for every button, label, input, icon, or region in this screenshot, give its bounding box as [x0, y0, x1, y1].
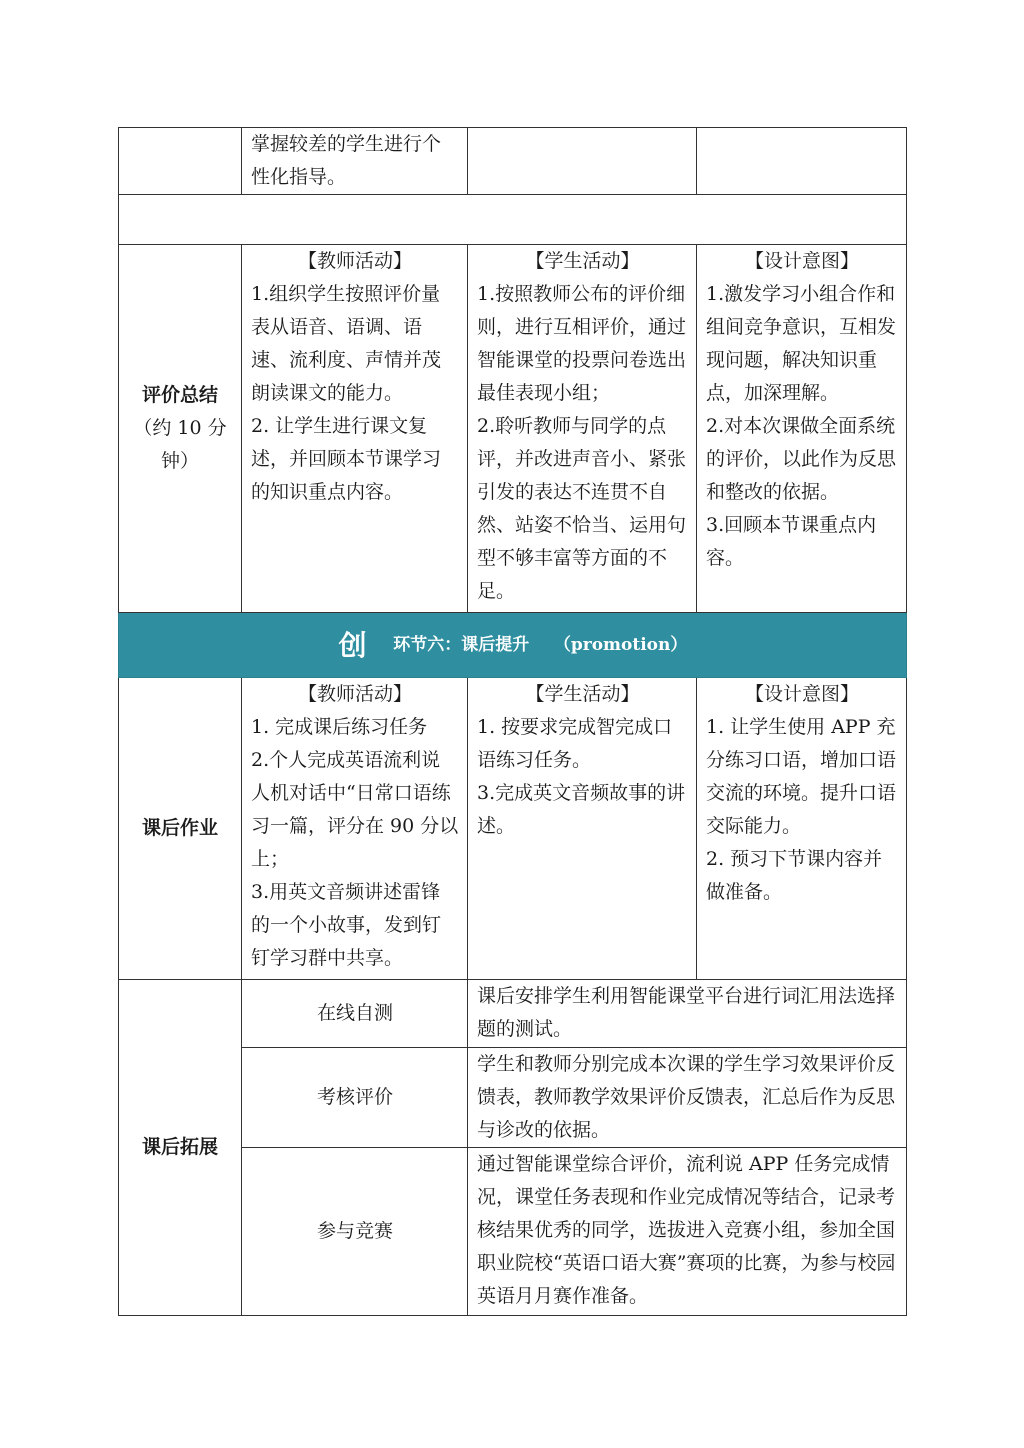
design-intent-cell — [697, 245, 907, 613]
intent-item: 3.回顾本节课重点内容。 — [706, 514, 877, 569]
extension-row — [119, 980, 907, 1048]
teacher-activity-cell — [242, 245, 468, 613]
empty-cell — [697, 128, 907, 195]
activity-item: 3.完成英文音频故事的讲述。 — [477, 782, 686, 837]
extension-item-name: 在线自测 — [242, 980, 468, 1048]
homework-label-cell — [119, 678, 242, 980]
row-label: 课后作业 — [141, 817, 218, 839]
design-intent-cell — [697, 678, 907, 980]
section-banner-cell — [119, 613, 907, 678]
extension-label-cell — [119, 980, 242, 1316]
activity-item: 1.按照教师公布的评价细则，进行互相评价，通过智能课堂的投票问卷选出最佳表现小组； — [477, 283, 687, 404]
student-activity-cell — [468, 678, 697, 980]
eval-label-cell — [119, 245, 242, 613]
text-line: 掌握较差的学生进行个 — [251, 133, 442, 155]
banner-character: 创 — [338, 628, 367, 662]
intent-item: 2.对本次课做全面系统的评价，以此作为反思和整改的依据。 — [706, 415, 897, 503]
extension-item-text: 学生和教师分别完成本次课的学生学习效果评价反馈表，教师教学效果评价反馈表，汇总后作为反思与诊改的依据。 — [468, 1048, 907, 1148]
section-banner — [119, 613, 907, 678]
activity-item: 1. 完成课后练习任务 — [251, 716, 428, 738]
extension-item-name: 考核评价 — [242, 1048, 468, 1148]
activity-item: 2. 让学生进行课文复述，并回顾本节课学习的知识重点内容。 — [251, 415, 442, 503]
column-heading: 【学生活动】 — [525, 250, 640, 272]
row-label: 课后拓展 — [141, 1136, 218, 1158]
row-sublabel: （约 10 分钟） — [133, 417, 227, 472]
teacher-activity-cell — [242, 678, 468, 980]
extension-item-text: 课后安排学生利用智能课堂平台进行词汇用法选择题的测试。 — [468, 980, 907, 1048]
student-activity-cell — [468, 245, 697, 613]
activity-item: 2.个人完成英语流利说人机对话中“日常口语练习一篇，评分在 90 分以上； — [251, 749, 459, 870]
teacher-cell — [242, 128, 468, 195]
lesson-plan-table — [118, 127, 907, 1316]
extension-item-name: 参与竞赛 — [242, 1148, 468, 1316]
empty-cell — [468, 128, 697, 195]
empty-row — [119, 195, 907, 245]
column-heading: 【设计意图】 — [744, 683, 859, 705]
banner-english: （promotion） — [553, 634, 688, 655]
text-line: 性化指导。 — [251, 166, 347, 188]
empty-cell — [119, 195, 907, 245]
column-heading: 【学生活动】 — [525, 683, 640, 705]
column-heading: 【教师活动】 — [297, 683, 412, 705]
homework-row — [119, 678, 907, 980]
banner-title: 环节六：课后提升 — [393, 634, 530, 655]
column-heading: 【设计意图】 — [744, 250, 859, 272]
activity-item: 1. 按要求完成智完成口语练习任务。 — [477, 716, 673, 771]
intent-item: 1.激发学习小组合作和组间竞争意识，互相发现问题，解决知识重点，加深理解。 — [706, 283, 897, 404]
activity-item: 3.用英文音频讲述雷锋的一个小故事，发到钉钉学习群中共享。 — [251, 881, 442, 969]
continuation-row — [119, 128, 907, 195]
row-label: 评价总结 — [141, 384, 218, 406]
empty-label-cell — [119, 128, 242, 195]
extension-item-text: 通过智能课堂综合评价，流利说 APP 任务完成情况，课堂任务表现和作业完成情况等结合，记录考核结果优秀的同学，选拔进入竞赛小组，参加全国职业院校“英语口语大赛”赛项的比赛，为参与校园英语月月赛作准备。 — [468, 1148, 907, 1316]
eval-row — [119, 245, 907, 613]
intent-item: 1. 让学生使用 APP 充分练习口语，增加口语交流的环境。提升口语交际能力。 — [706, 716, 897, 837]
activity-item: 2.聆听教师与同学的点评，并改进声音小、紧张引发的表达不连贯不自然、站姿不恰当、运用句型不够丰富等方面的不足。 — [477, 415, 687, 602]
intent-item: 2. 预习下节课内容并做准备。 — [706, 848, 883, 903]
activity-item: 1.组织学生按照评价量表从语音、语调、语速、流利度、声情并茂朗读课文的能力。 — [251, 283, 442, 404]
column-heading: 【教师活动】 — [297, 250, 412, 272]
